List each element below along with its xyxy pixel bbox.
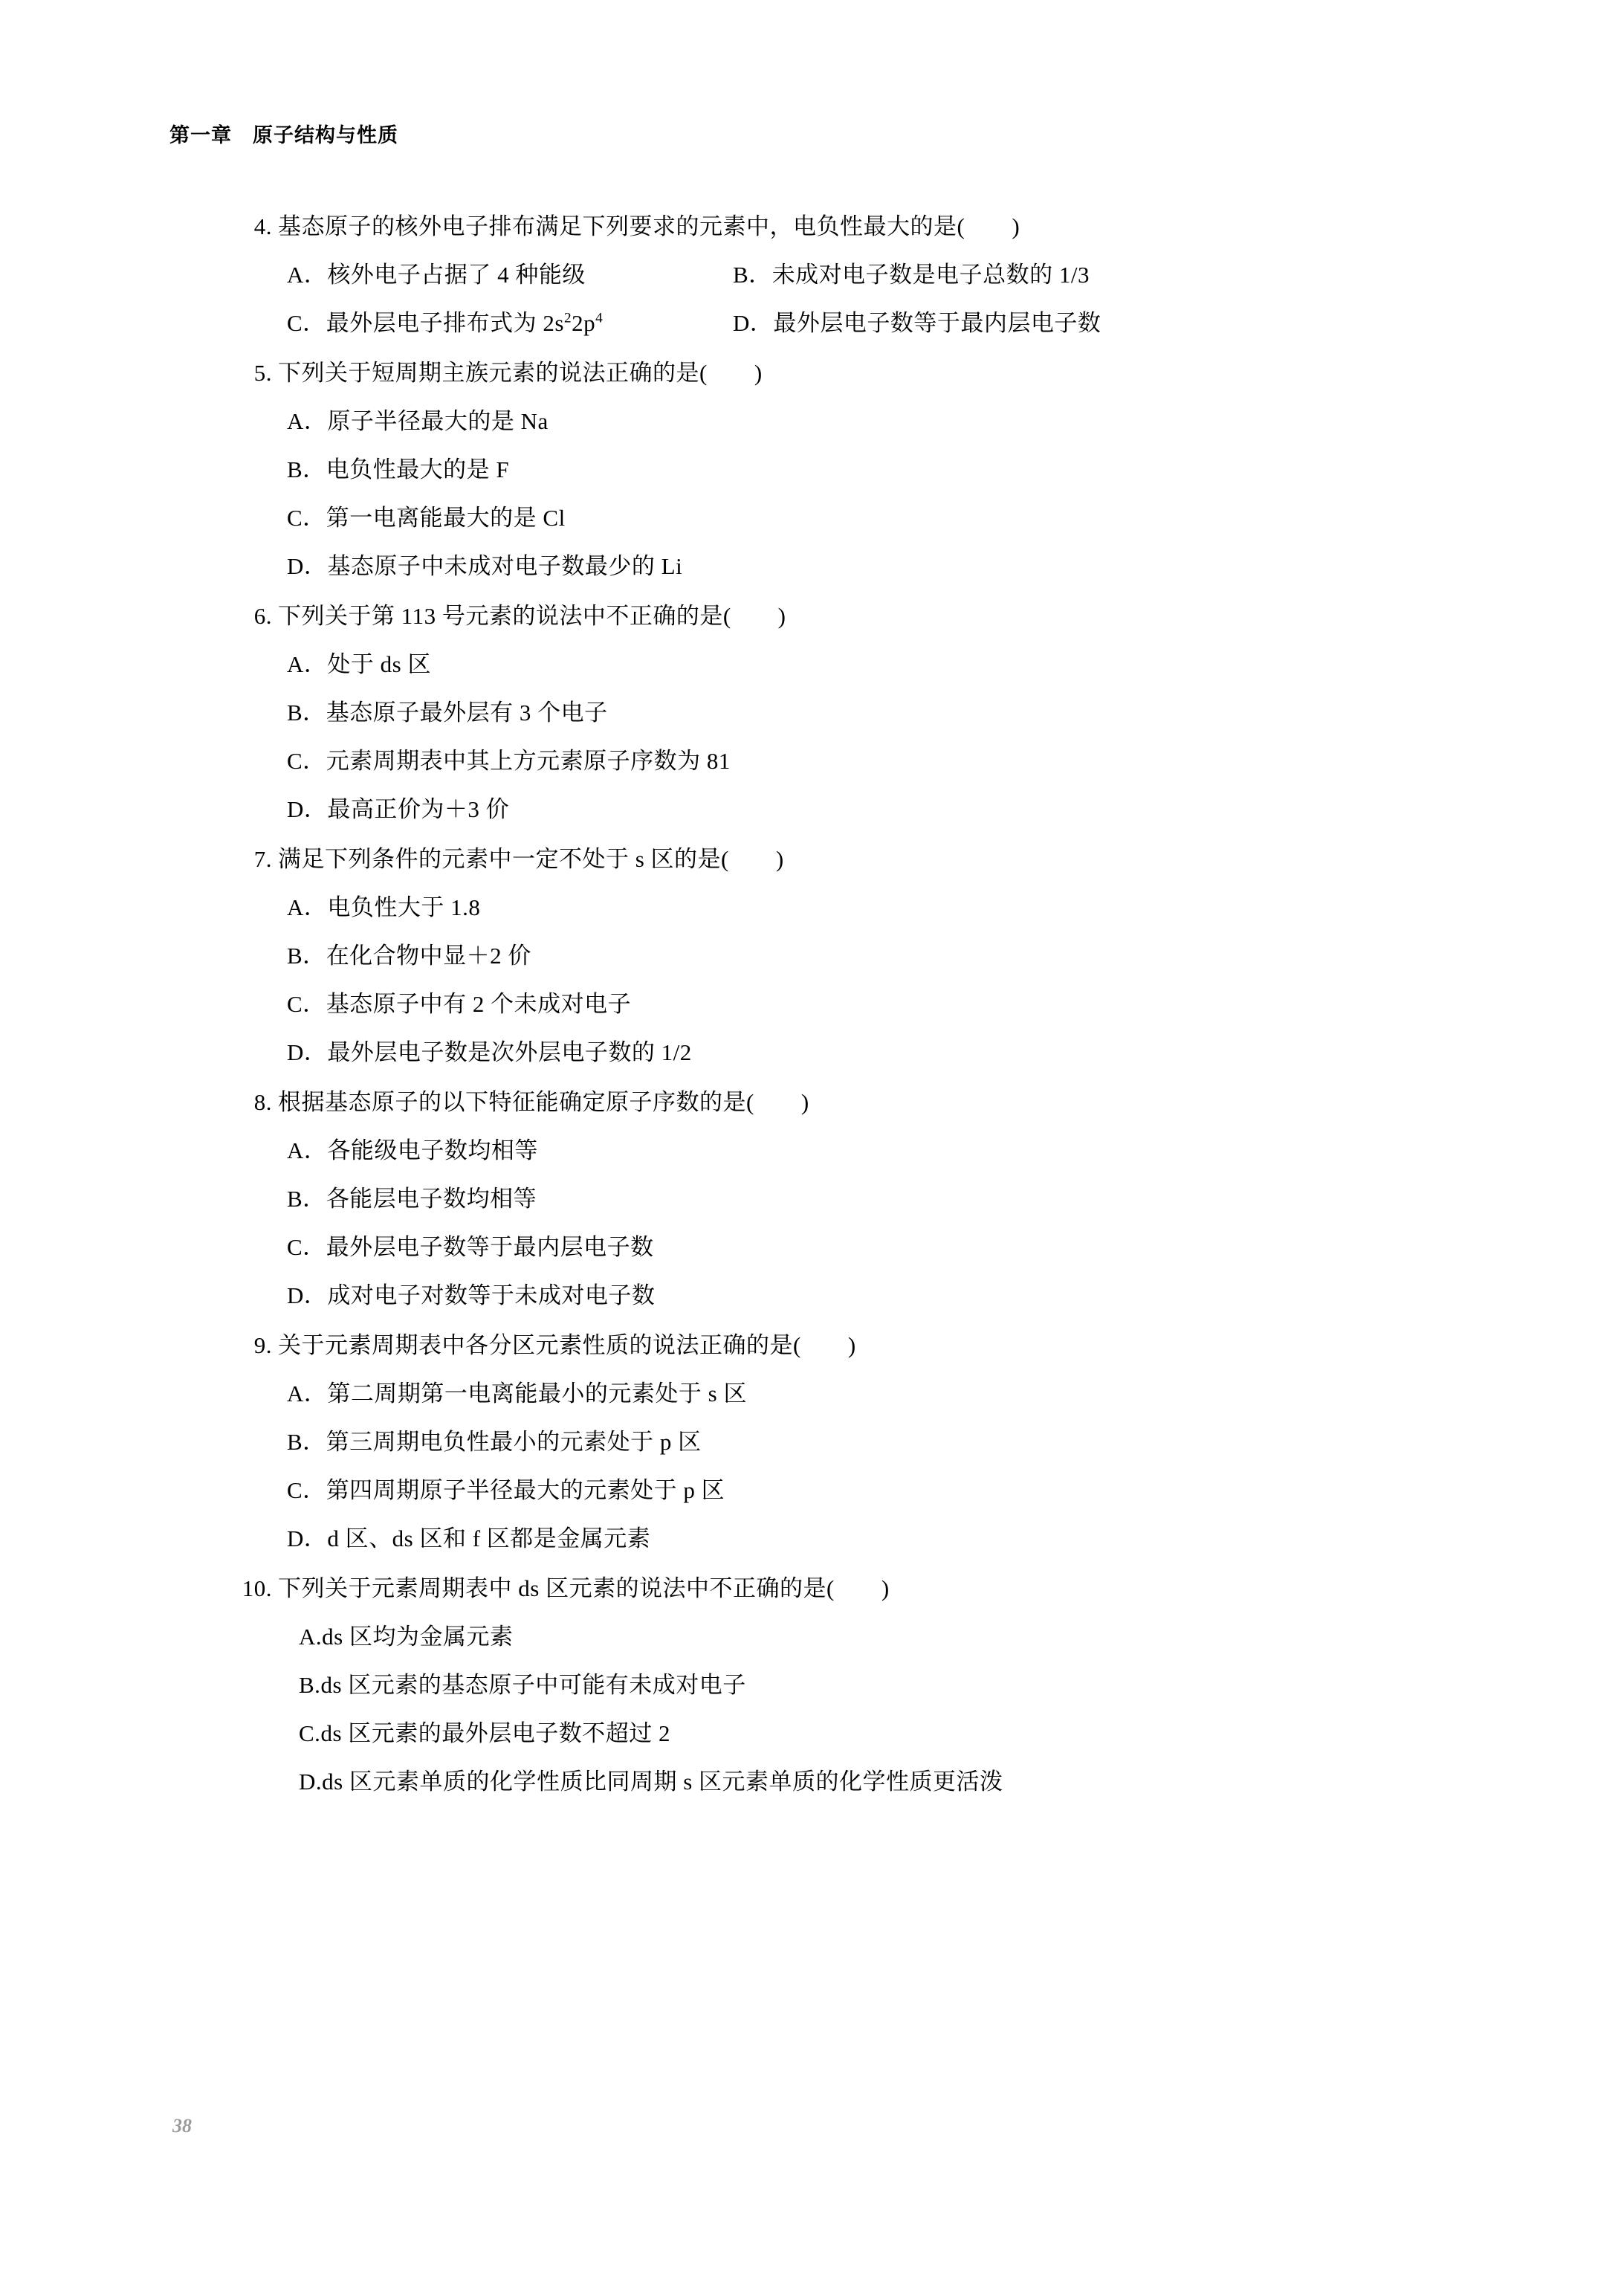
question-item (236, 592, 1500, 833)
question-stem-text: 根据基态原子的以下特征能确定原子序数的是( ) (278, 1089, 809, 1115)
option-label: D． (287, 1039, 328, 1065)
option-label: A． (287, 408, 328, 434)
question-item (236, 1564, 1500, 1806)
option-label: D． (287, 796, 328, 822)
question-list (236, 202, 1500, 1807)
option-label: D． (733, 310, 774, 336)
option-label: A． (287, 651, 328, 677)
option-c (236, 1223, 1500, 1271)
question-number: 8. (253, 1089, 272, 1115)
page-number: 38 (172, 2115, 192, 2137)
option-label: A． (287, 1381, 328, 1407)
option-label: A． (287, 262, 328, 288)
option-label: D． (287, 1525, 328, 1551)
question-stem-text: 关于元素周期表中各分区元素性质的说法正确的是( ) (278, 1332, 856, 1358)
option-label: C． (287, 310, 326, 336)
option-label: A． (287, 1137, 328, 1163)
option-c (236, 737, 1500, 785)
option-label: B． (733, 262, 772, 288)
option-text: 最外层电子数是次外层电子数的 1/2 (327, 1039, 692, 1065)
question-stem-text: 下列关于第 113 号元素的说法中不正确的是( ) (278, 603, 786, 629)
option-b (236, 931, 1500, 980)
option-text: 电负性最大的是 F (326, 456, 510, 482)
option-row (236, 299, 1500, 347)
option-text: ds 区元素的基态原子中可能有未成对电子 (320, 1672, 746, 1698)
option-label: B. (299, 1672, 321, 1698)
option-text: d 区、ds 区和 f 区都是金属元素 (327, 1525, 651, 1551)
option-text: 第一电离能最大的是 Cl (326, 505, 566, 531)
option-label: C． (287, 1477, 326, 1503)
option-text: ds 区元素单质的化学性质比同周期 s 区元素单质的化学性质更活泼 (322, 1769, 1003, 1795)
option-a (236, 640, 1500, 688)
question-stem (236, 1321, 1500, 1369)
option-text: 基态原子最外层有 3 个电子 (326, 700, 608, 726)
option-text: 电负性大于 1.8 (327, 894, 481, 920)
option-b (236, 445, 1500, 494)
option-b (236, 1418, 1500, 1466)
question-item (236, 349, 1500, 590)
page-header: 第一章 原子结构与性质 (169, 124, 398, 146)
option-label: C． (287, 991, 326, 1017)
option-text: 未成对电子数是电子总数的 1/3 (771, 262, 1090, 288)
option-text: 各能层电子数均相等 (326, 1186, 537, 1212)
question-number: 6. (253, 603, 272, 629)
option-label: D． (287, 553, 328, 579)
option-label: C． (287, 505, 326, 531)
question-number: 7. (253, 846, 272, 872)
option-text: 第三周期电负性最小的元素处于 p 区 (326, 1429, 702, 1455)
option-label: C． (287, 1234, 326, 1260)
option-b (733, 262, 1090, 288)
question-item (236, 202, 1500, 347)
option-d (236, 1757, 1500, 1806)
question-number: 5. (253, 360, 272, 386)
option-text: 原子半径最大的是 Na (327, 408, 549, 434)
question-stem (236, 835, 1500, 883)
option-label: A． (287, 894, 328, 920)
option-b (236, 1175, 1500, 1223)
option-label: B． (287, 456, 326, 482)
option-a (236, 883, 1500, 931)
option-c (236, 1709, 1500, 1757)
option-label: C. (299, 1720, 321, 1746)
question-stem-text: 下列关于元素周期表中 ds 区元素的说法中不正确的是( ) (278, 1575, 890, 1601)
option-d (236, 1514, 1500, 1563)
option-text: 最高正价为＋3 价 (327, 796, 510, 822)
option-text: 元素周期表中其上方元素原子序数为 81 (326, 748, 731, 774)
option-d (236, 1028, 1500, 1076)
question-stem (236, 202, 1500, 251)
option-text: 基态原子中有 2 个未成对电子 (326, 991, 632, 1017)
option-c (236, 1466, 1500, 1514)
question-item (236, 1078, 1500, 1320)
option-d (236, 542, 1500, 590)
option-text: 最外层电子数等于最内层电子数 (773, 310, 1101, 336)
option-a (236, 397, 1500, 445)
option-label: B． (287, 943, 326, 969)
question-stem-text: 基态原子的核外电子排布满足下列要求的元素中，电负性最大的是( ) (278, 213, 1020, 239)
option-text: 成对电子对数等于未成对电子数 (327, 1282, 656, 1308)
option-label: A. (299, 1624, 323, 1650)
question-stem (236, 1078, 1500, 1126)
option-label: D. (299, 1769, 323, 1795)
option-text: ds 区元素的最外层电子数不超过 2 (320, 1720, 671, 1746)
question-number: 4. (253, 213, 272, 239)
option-label: C． (287, 748, 326, 774)
option-label: B． (287, 1429, 326, 1455)
option-text: 基态原子中未成对电子数最少的 Li (327, 553, 683, 579)
option-text: 最外层电子数等于最内层电子数 (326, 1234, 654, 1260)
option-a (236, 1126, 1500, 1175)
option-label: B． (287, 1186, 326, 1212)
option-text: ds 区均为金属元素 (322, 1624, 514, 1650)
option-c (236, 494, 1500, 542)
option-label: B． (287, 700, 326, 726)
question-stem (236, 1564, 1500, 1612)
option-a (236, 1369, 1500, 1418)
question-number: 10. (242, 1575, 272, 1601)
option-d (236, 1271, 1500, 1320)
question-item (236, 835, 1500, 1076)
option-a (287, 251, 733, 299)
question-stem (236, 349, 1500, 397)
option-text: 在化合物中显＋2 价 (326, 943, 531, 969)
question-number: 9. (253, 1332, 272, 1358)
question-stem (236, 592, 1500, 640)
option-d (733, 310, 1101, 336)
question-stem-text: 满足下列条件的元素中一定不处于 s 区的是( ) (278, 846, 784, 872)
option-b (236, 688, 1500, 737)
option-a (236, 1612, 1500, 1661)
option-text: 核外电子占据了 4 种能级 (327, 262, 586, 288)
option-b (236, 1661, 1500, 1709)
option-row (236, 251, 1500, 299)
option-c (236, 980, 1500, 1028)
option-d (236, 785, 1500, 833)
option-text: 第四周期原子半径最大的元素处于 p 区 (326, 1477, 725, 1503)
option-text: 第二周期第一电离能最小的元素处于 s 区 (327, 1381, 747, 1407)
question-stem-text: 下列关于短周期主族元素的说法正确的是( ) (278, 360, 763, 386)
option-text: 各能级电子数均相等 (327, 1137, 538, 1163)
question-item (236, 1321, 1500, 1563)
option-label: D． (287, 1282, 328, 1308)
option-c: C．最外层电子排布式为 $2s^22p^4$ (287, 310, 604, 336)
option-text: 处于 ds 区 (327, 651, 431, 677)
